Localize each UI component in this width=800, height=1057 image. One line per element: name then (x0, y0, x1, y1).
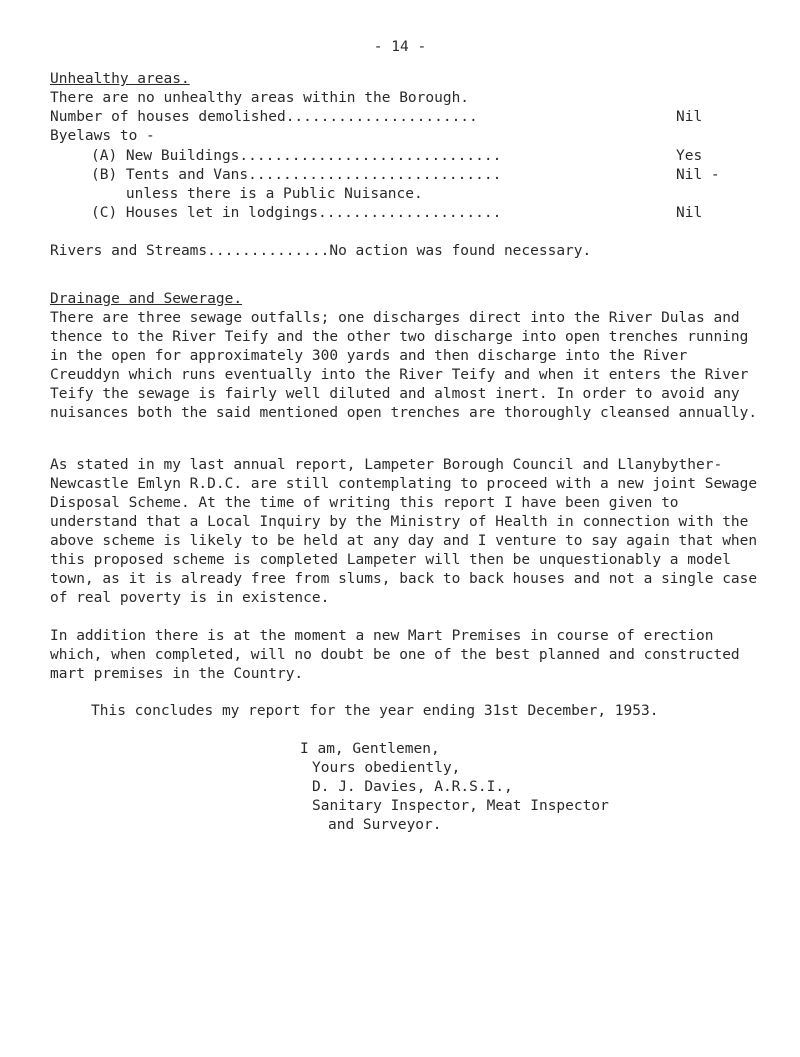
signature-closing: Yours obediently, (312, 760, 461, 776)
signature-name: D. J. Davies, A.R.S.I., (312, 779, 513, 795)
byelaw-item-note: unless there is a Public Nuisance. (91, 186, 423, 202)
rivers-streams-line: Rivers and Streams..............No action was found necessary. (50, 243, 592, 259)
byelaw-item-value: Yes (676, 148, 703, 164)
byelaws-label: Byelaws to - (50, 128, 155, 144)
signature-title: Sanitary Inspector, Meat Inspector (312, 798, 609, 814)
houses-demolished-label: Number of houses demolished...................... (50, 109, 478, 125)
byelaw-item-label: (B) Tents and Vans............................. (91, 167, 502, 183)
signature-salutation: I am, Gentlemen, (300, 741, 440, 757)
unhealthy-areas-statement: There are no unhealthy areas within the Borough. (50, 90, 470, 106)
concluding-line: This concludes my report for the year ending 31st December, 1953. (91, 703, 659, 719)
drainage-paragraph: There are three sewage outfalls; one discharges direct into the River Dulas and thence to the River Teify and the other two discharge into open trenches running in the open for approximately 300 yards and then discharge into the River Creuddyn which runs eventually into the River Teify and when it enters the River Teify the sewage is fairly well diluted and almost inert. In order to avoid any nuisances both the said mentioned open trenches are thoroughly cleansed annually. (50, 310, 758, 421)
houses-demolished-value: Nil (676, 109, 703, 125)
page-number: - 14 - (373, 39, 427, 55)
mart-premises-paragraph: In addition there is at the moment a new Mart Premises in course of erection which, when completed, will no doubt be one of the best planned and constructed mart premises in the Country. (50, 628, 740, 682)
signature-title-continued: and Surveyor. (328, 817, 442, 833)
drainage-heading: Drainage and Sewerage. (50, 291, 243, 307)
byelaw-item-label: (C) Houses let in lodgings..................... (91, 205, 502, 221)
unhealthy-areas-heading: Unhealthy areas. (50, 71, 190, 87)
byelaw-item-label: (A) New Buildings.............................. (91, 148, 502, 164)
byelaw-item-value: Nil (676, 205, 703, 221)
sewage-scheme-paragraph: As stated in my last annual report, Lampeter Borough Council and Llanybyther-Newcastle Emlyn R.D.C. are still contemplating to proceed with a new joint Sewage Disposal Scheme. At the time of writing this report I have been given to understand that a Local Inquiry by the Ministry of Health in connection with the above scheme is likely to be held at any day and I venture to say again that when this proposed scheme is completed Lampeter will then be unquestionably a model town, as it is already free from slums, back to back houses and not a single case of real poverty is in existence. (50, 457, 758, 606)
byelaw-item-value: Nil - (676, 167, 720, 183)
